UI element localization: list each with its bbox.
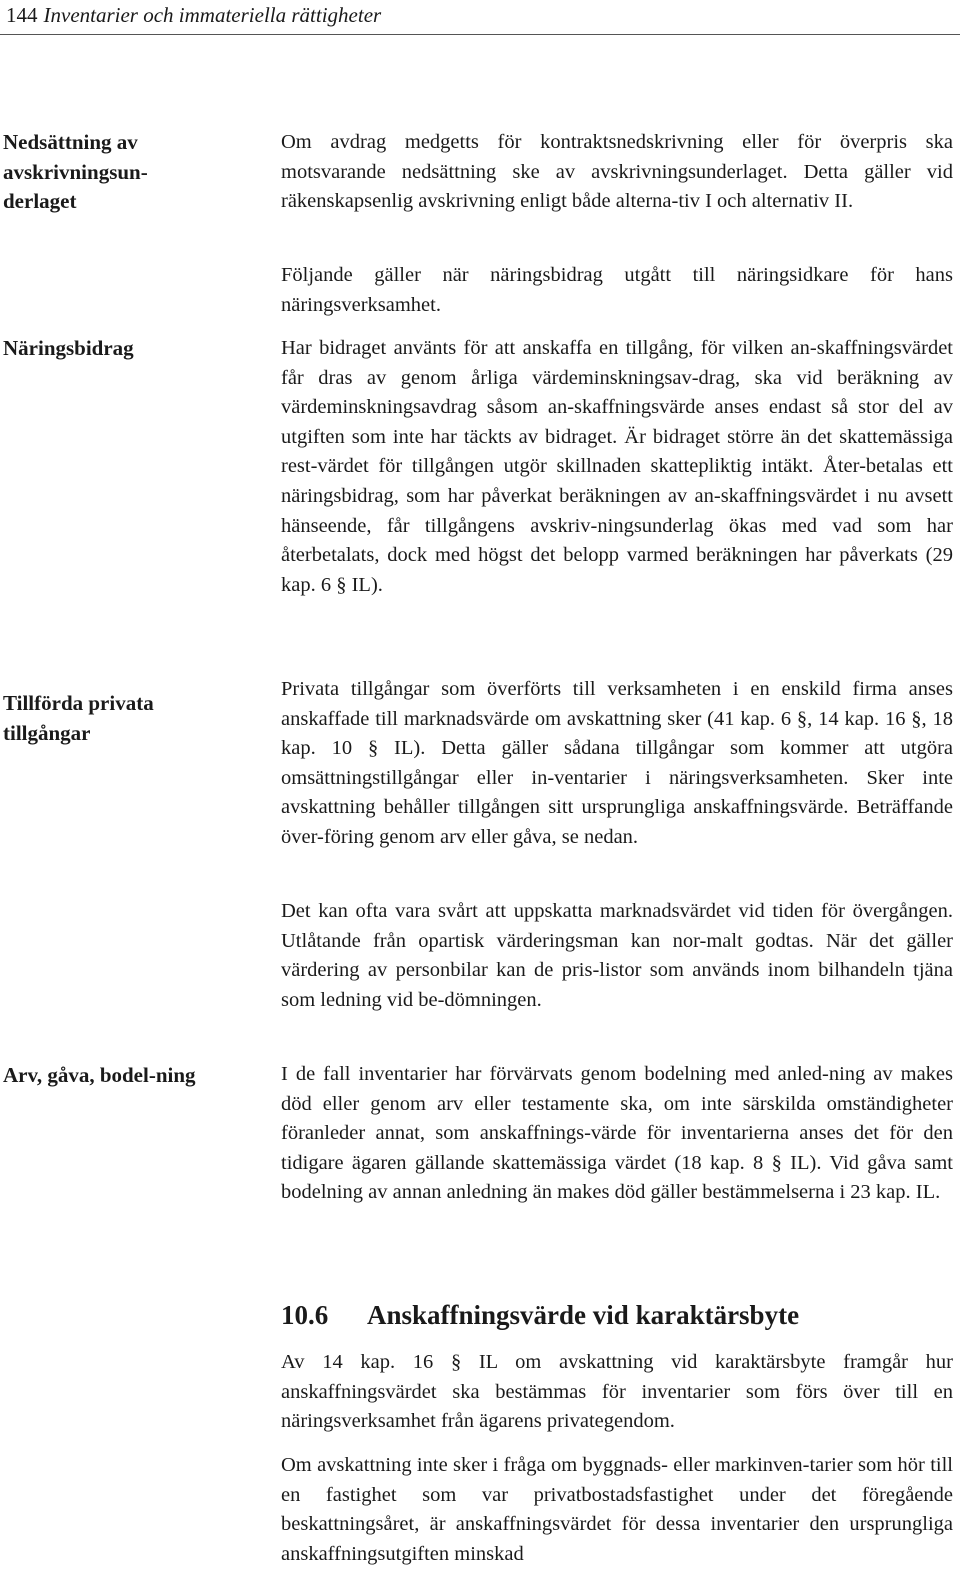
section-title: Anskaffningsvärde vid karaktärsbyte [367, 1300, 800, 1330]
paragraph-karaktarsbyte: Av 14 kap. 16 § IL om avskattning vid karaktärsbyte framgår hur anskaffningsvärdet ska bestämmas för inventarier som förs över till en näringsverksamhet från ägarens privategendom. [281, 1351, 953, 1433]
margin-note-naringsbidrag: Näringsbidrag [3, 336, 134, 360]
paragraph-avdrag: Om avdrag medgetts för kontraktsnedskrivning eller för överpris ska motsvarande nedsättning ske av avskrivningsunderlaget. Detta gäller vid räkenskapsenlig avskrivning enligt både alterna-tiv I och alternativ II. [281, 131, 953, 213]
margin-note-nedsattning: Nedsättning av avskrivningsun-derlaget [3, 130, 148, 213]
page-number: 144 [6, 3, 38, 27]
paragraph-avskattning: Om avskattning inte sker i fråga om byggnads- eller markinven-tarier som hör till en fastighet som var privatbostadsfastighet under det föregående beskattningsåret, är anskaffningsvärdet för dessa inventarier den ursprungliga anskaffningsutgiften minskad [281, 1454, 953, 1565]
running-header [6, 0, 381, 30]
margin-note-arv-gava-bodelning: Arv, gåva, bodel-ning [3, 1063, 196, 1087]
paragraph-bidraget: Har bidraget använts för att anskaffa en tillgång, för vilken an-skaffningsvärdet får dras av genom årliga värdeminskningsav-drag, ska vid beräkning av värdeminskningsavdrag såsom an-skaffningsvärde anses endast så stor del av utgiften som inte har täckts av bidraget. Är bidraget större än det skattemässiga rest-värdet för tillgången utgör skillnaden skattepliktig intäkt. Åter-betalas ett näringsbidrag, som har påverkat beräkningen av an-skaffningsvärdet i nu avsett hänseende, får tillgångens avskriv-ningsunderlag ökas med vad som har återbetalats, dock med högst det belopp varmed beräkningen har påverkats (29 kap. 6 § IL). [281, 337, 953, 596]
paragraph-marknadsvardet: Det kan ofta vara svårt att uppskatta marknadsvärdet vid tiden för övergången. Utlåtande från opartisk värderingsman kan nor-malt godtas. När det gäller värdering av personbilar kan de pris-listor som används inom bilhandeln tjäna som ledning vid be-dömningen. [281, 900, 953, 1011]
paragraph-foljande: Följande gäller när näringsbidrag utgått till näringsidkare för hans näringsverksamhet. [281, 264, 953, 316]
header-rule [0, 34, 960, 35]
section-heading [281, 1298, 953, 1332]
paragraph-bodelning: I de fall inventarier har förvärvats genom bodelning med anled-ning av makes död eller genom arv eller testamente ska, om inte särskilda omständigheter föranleder annat, som anskaffnings-värde för inventarierna anses det för den tidigare ägaren gällande skattemässiga värdet (18 kap. 8 § IL). Vid gåva samt bodelning av annan anledning än makes död gäller bestämmelserna i 23 kap. IL. [281, 1063, 953, 1204]
running-title: Inventarier och immateriella rättigheter [43, 3, 382, 27]
paragraph-privata-tillgangar: Privata tillgångar som överförts till verksamheten i en enskild firma anses anskaffade till marknadsvärde om avskattning sker (41 kap. 6 §, 14 kap. 16 §, 18 kap. 10 § IL). Detta gäller sådana tillgångar som kommer att utgöra omsättningstillgångar eller in-ventarier i näringsverksamheten. Sker inte avskattning behåller tillgången sitt ursprungliga anskaffningsvärde. Beträffande över-föring genom arv eller gåva, se nedan. [281, 678, 953, 848]
margin-note-tillforda-privata-tillgangar: Tillförda privata tillgångar [3, 691, 154, 745]
section-number: 10.6 [281, 1300, 329, 1330]
